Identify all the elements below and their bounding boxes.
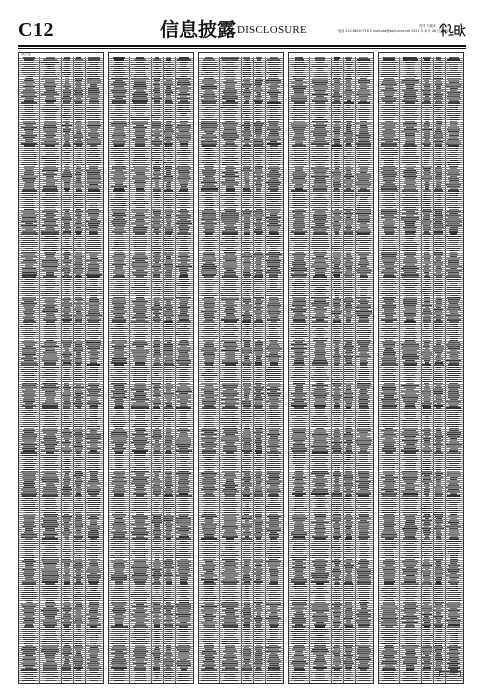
masthead xyxy=(18,18,466,42)
contact-date-line: 电话 010-68007716 E-mail:zbs@zqrb.sina.net 2021 年 8 月 28 日 星期六 xyxy=(338,29,451,33)
disclosure-table-2 xyxy=(108,52,194,684)
editor-line: 责任 王晓庆 xyxy=(419,24,436,28)
table-cell xyxy=(90,680,98,681)
table-cell xyxy=(178,680,189,681)
table-cell xyxy=(165,680,172,681)
table-cell xyxy=(76,680,82,681)
disclosure-table-3 xyxy=(198,52,284,684)
disclosure-table-1 xyxy=(18,52,104,684)
table-cell xyxy=(22,680,36,681)
table-row xyxy=(19,679,103,681)
table-cell xyxy=(64,680,70,681)
table-cell xyxy=(135,680,146,681)
table-grid xyxy=(199,57,283,683)
table-cell xyxy=(45,680,56,681)
section-title-cn: 信息披露 xyxy=(160,19,237,41)
table-cell xyxy=(114,680,124,681)
section-title-en: DISCLOSURE xyxy=(237,24,307,36)
page-number: C12 xyxy=(18,19,54,41)
table-grid xyxy=(19,57,103,683)
masthead-meta xyxy=(338,24,451,34)
section-title xyxy=(160,18,307,42)
table-grid xyxy=(109,57,193,683)
table-cell xyxy=(153,680,162,681)
masthead-rule-thin xyxy=(18,48,466,49)
newspaper-logo xyxy=(438,20,466,40)
masthead-rule xyxy=(18,45,466,47)
table-row xyxy=(109,679,193,681)
table-caption: (续上表) xyxy=(21,53,31,56)
